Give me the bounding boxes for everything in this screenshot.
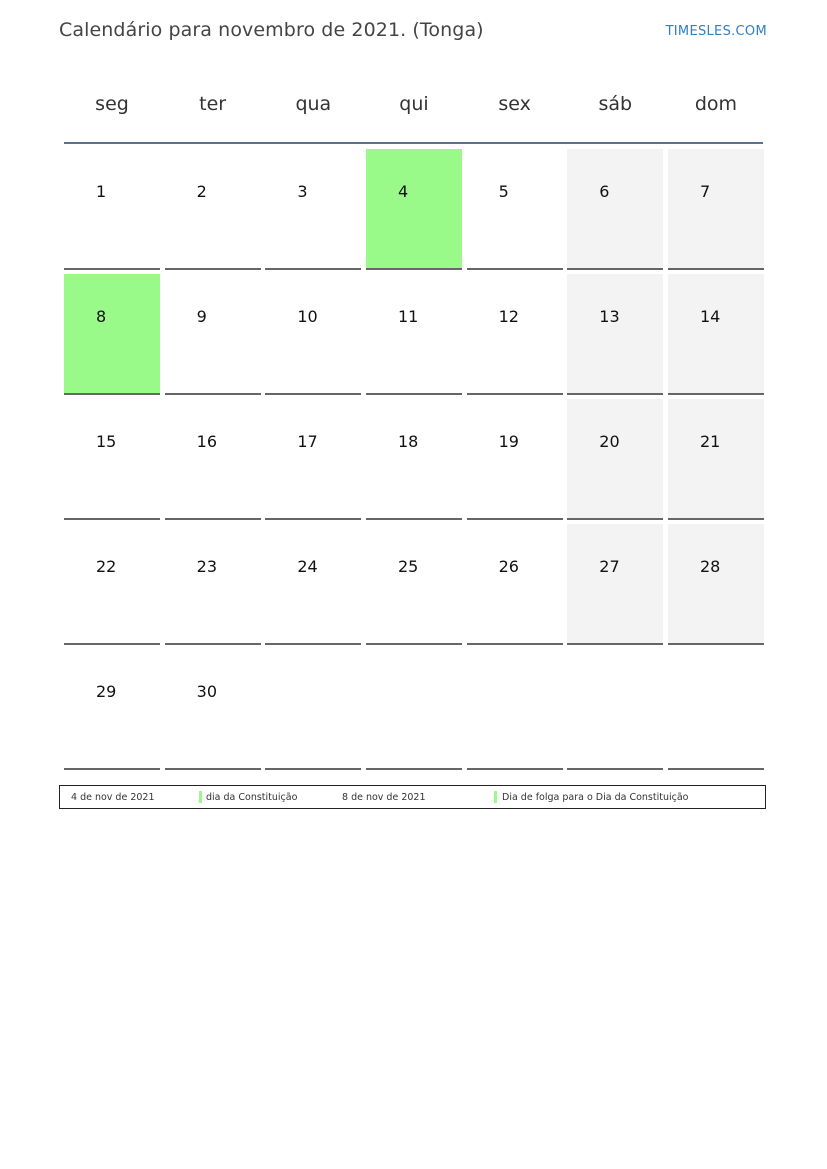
day-cell[interactable] bbox=[567, 149, 663, 270]
day-cell[interactable] bbox=[366, 399, 462, 520]
day-number: 12 bbox=[498, 307, 519, 326]
day-cell[interactable] bbox=[467, 149, 563, 270]
day-number: 5 bbox=[498, 182, 509, 201]
empty-day-cell bbox=[467, 649, 563, 770]
empty-day-cell bbox=[668, 649, 764, 770]
day-number: 7 bbox=[699, 182, 711, 201]
day-cell[interactable] bbox=[265, 274, 361, 395]
weekday-label: ter bbox=[199, 93, 227, 115]
day-number: 18 bbox=[397, 432, 419, 451]
weekday-label: seg bbox=[95, 93, 129, 115]
day-number: 2 bbox=[196, 182, 207, 201]
day-cell[interactable] bbox=[668, 399, 764, 520]
day-cell[interactable] bbox=[64, 524, 160, 645]
legend-holiday-name: dia da Constituição bbox=[206, 792, 298, 803]
day-cell[interactable] bbox=[567, 524, 663, 645]
day-number: 14 bbox=[699, 307, 721, 326]
weekday-label: qui bbox=[399, 93, 429, 115]
day-cell[interactable] bbox=[165, 524, 261, 645]
legend-color-swatch bbox=[199, 791, 202, 803]
day-number: 15 bbox=[96, 432, 117, 451]
day-cell[interactable] bbox=[567, 274, 663, 395]
day-cell[interactable] bbox=[64, 274, 160, 395]
weekday-label: dom bbox=[694, 93, 738, 115]
page-title: Calendário para novembro de 2021. (Tonga) bbox=[59, 19, 484, 41]
empty-day-cell bbox=[265, 649, 361, 770]
legend-holiday-name: Dia de folga para o Dia da Constituição bbox=[502, 792, 689, 803]
weekday-header bbox=[64, 88, 764, 120]
day-number: 3 bbox=[297, 182, 308, 201]
day-number: 17 bbox=[297, 432, 318, 451]
brand-link[interactable]: TIMESLES.COM bbox=[665, 24, 767, 39]
day-number: 1 bbox=[96, 182, 107, 201]
day-number: 19 bbox=[498, 432, 519, 451]
day-cell[interactable] bbox=[265, 524, 361, 645]
day-number: 9 bbox=[196, 307, 207, 326]
weekday-label: sex bbox=[498, 93, 531, 115]
day-number: 30 bbox=[196, 682, 218, 701]
legend-date: 8 de nov de 2021 bbox=[342, 792, 426, 803]
day-cell[interactable] bbox=[668, 149, 764, 270]
day-cell[interactable] bbox=[467, 274, 563, 395]
empty-day-cell bbox=[366, 649, 462, 770]
empty-day-cell bbox=[567, 649, 663, 770]
day-number: 24 bbox=[297, 557, 318, 576]
day-cell[interactable] bbox=[165, 399, 261, 520]
day-cell[interactable] bbox=[265, 399, 361, 520]
calendar-grid bbox=[64, 149, 764, 770]
day-cell[interactable] bbox=[668, 524, 764, 645]
day-cell[interactable] bbox=[567, 399, 663, 520]
day-cell[interactable] bbox=[366, 149, 462, 270]
day-cell[interactable] bbox=[265, 149, 361, 270]
day-number: 22 bbox=[96, 557, 117, 576]
day-number: 25 bbox=[397, 557, 419, 576]
day-cell[interactable] bbox=[64, 399, 160, 520]
weekday-label: qua bbox=[295, 93, 332, 115]
holiday-legend bbox=[59, 785, 766, 809]
day-number: 11 bbox=[397, 307, 419, 326]
day-number: 20 bbox=[599, 432, 620, 451]
day-cell[interactable] bbox=[64, 149, 160, 270]
day-number: 8 bbox=[96, 307, 107, 326]
day-cell[interactable] bbox=[366, 524, 462, 645]
day-number: 21 bbox=[699, 432, 721, 451]
day-number: 27 bbox=[599, 557, 620, 576]
day-number: 13 bbox=[599, 307, 620, 326]
day-cell[interactable] bbox=[467, 524, 563, 645]
day-number: 28 bbox=[699, 557, 721, 576]
day-cell[interactable] bbox=[165, 274, 261, 395]
day-number: 6 bbox=[599, 182, 610, 201]
day-cell[interactable] bbox=[64, 649, 160, 770]
day-number: 23 bbox=[196, 557, 218, 576]
day-cell[interactable] bbox=[165, 649, 261, 770]
day-number: 4 bbox=[397, 182, 409, 201]
legend-date: 4 de nov de 2021 bbox=[71, 792, 155, 803]
day-cell[interactable] bbox=[668, 274, 764, 395]
day-cell[interactable] bbox=[467, 399, 563, 520]
day-number: 29 bbox=[96, 682, 117, 701]
legend-color-swatch bbox=[494, 791, 497, 803]
day-cell[interactable] bbox=[366, 274, 462, 395]
day-number: 16 bbox=[196, 432, 218, 451]
header-divider bbox=[64, 142, 763, 144]
day-cell[interactable] bbox=[165, 149, 261, 270]
day-number: 26 bbox=[498, 557, 519, 576]
weekday-label: sáb bbox=[598, 93, 633, 115]
day-number: 10 bbox=[297, 307, 318, 326]
